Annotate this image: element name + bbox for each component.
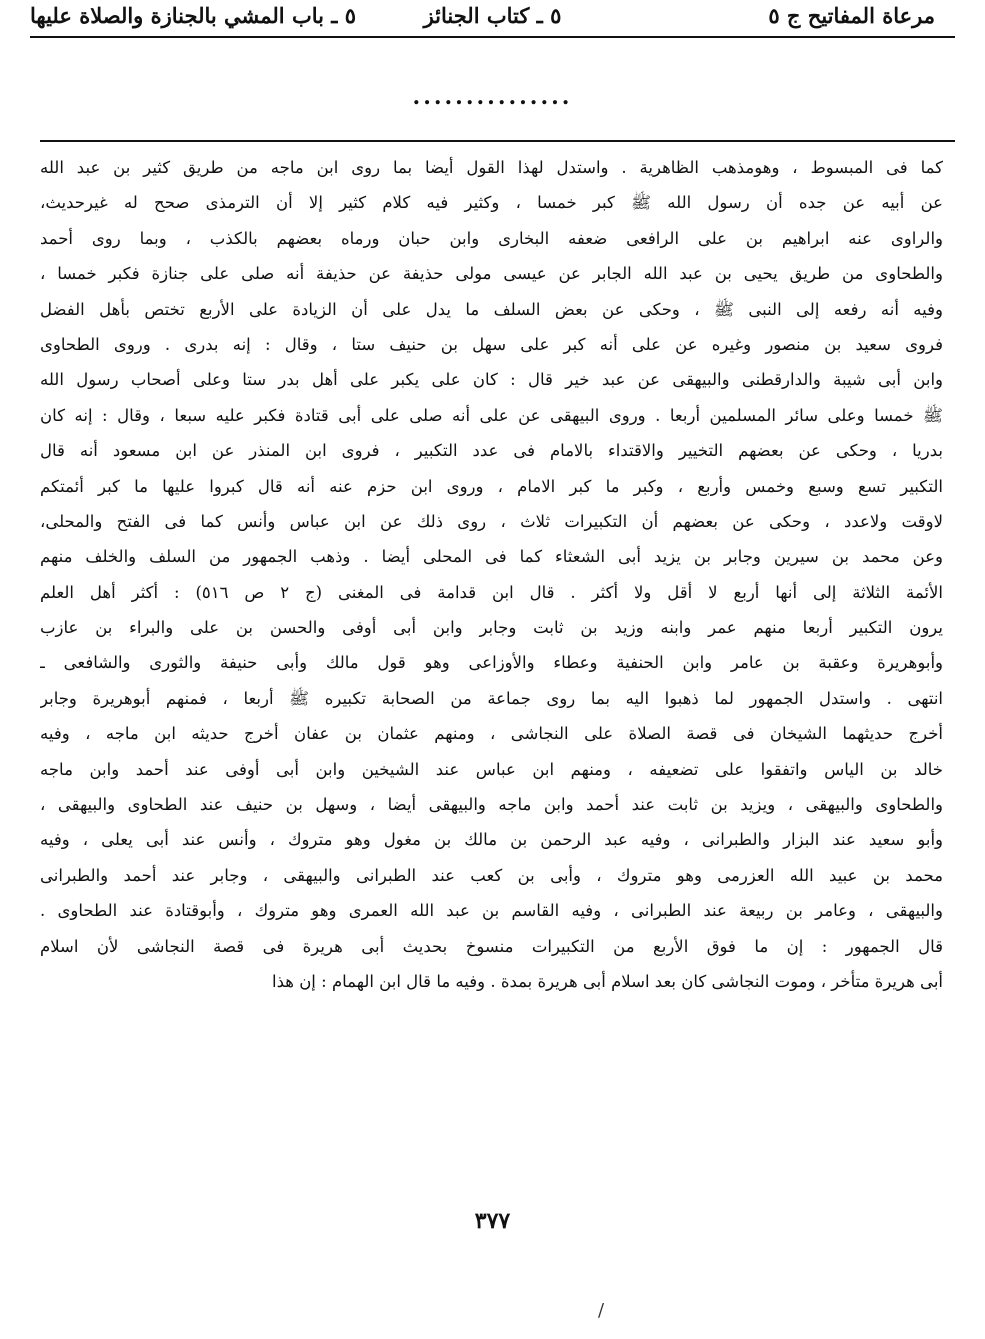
text-line: كما فى المبسوط ، وهومذهب الظاهرية . واستدل لهذا القول أيضا بما روى ابن ماجه من طريق كثير بن عبد الله (40, 158, 943, 177)
text-line: أبى هريرة متأخر ، وموت النجاشى كان بعد اسلام أبى هريرة بمدة . وفيه ما قال ابن الهمام : إن هذا (272, 971, 943, 991)
text-line: وأبو سعيد عند البزار والطبرانى ، وفيه عبد الرحمن بن مالك بن مغول وهو متروك ، وأنس عند أبى يعلى ، وفيه (40, 830, 943, 850)
text-line: وفيه أنه رفعه إلى النبى ﷺ ، وحكى عن بعض السلف ما يدل على أن الزيادة على الأربع تختص بأهل الفضل (40, 299, 943, 319)
text-line: والطحاوى والبيهقى ، ويزيد بن ثابت عند أحمد وابن ماجه والبيهقى أيضا ، وسهل بن حنيف عند الطحاوى والبيهقى ، (40, 795, 943, 815)
text-line: قال الجمهور : إن ما فوق الأربع من التكبيرات منسوخ بحديث أبى هريرة فى قصة النجاشى لأن اسلام (40, 936, 943, 956)
text-line: الأئمة الثلاثة إلى أنها أربع لا أقل ولا أكثر . قال ابن قدامة فى المغنى (ج ٢ ص ٥١٦) : أكثر أهل العلم (40, 582, 943, 602)
text-line: والطحاوى من طريق يحيى بن عبد الله الجابر عن عيسى مولى حذيفة عن حذيفة أنه صلى على جنازة فكبر خمسا ، (40, 264, 943, 284)
text-line: التكبير تسع وسبع وخمس وأربع ، وكبر ما كبر الامام ، وروى ابن حزم عنه أنه قال كبروا عليها ما كبر أئمتكم (40, 476, 943, 496)
text-line: ﷺ خمسا وعلى سائر المسلمين أربعا . وروى البيهقى عن على أنه صلى على أبى قتادة فكبر عليه سبعا ، وقال : إنه كان (40, 405, 943, 425)
text-line: فروى سعيد بن منصور وغيره عن على أنه كبر على سهل بن حنيف ستا ، وقال : إنه بدرى . وروى الطحاوى (40, 334, 943, 354)
text-line: وابن أبى شيبة والدارقطنى والبيهقى عن عبد خير قال : كان على يكبر على أهل بدر ستا وعلى أصحاب رسول الله (40, 370, 943, 390)
text-line: وأبوهريرة وعقبة بن عامر وابن الحنفية وعطاء والأوزاعى وهو قول مالك وأبى حنيفة والثورى والشافعى ـ (40, 653, 943, 673)
text-line: بدريا ، وحكى عن بعضهم التخيير والاقتداء بالامام فى عدد التكبير ، فروى ابن المنذر عن ابن مسعود أنه قال (40, 441, 943, 461)
text-line: يرون التكبير أربعا منهم عمر وابنه وزيد بن ثابت وجابر وابن أبى أوفى والحسن بن على والبراء بن عازب (40, 618, 943, 638)
page-number: ٣٧٧ (474, 1208, 511, 1234)
running-header (30, 0, 955, 38)
text-line: أخرج حديثهما الشيخان فى قصة الصلاة على النجاشى ، ومنهم عثمان بن عفان أخرج حديثه ابن ماجه ، وفيه (40, 724, 943, 744)
text-line: عن أبيه عن جده أن رسول الله ﷺ كبر خمسا ، وكثير فيه كلام كثير إلا أن الترمذى صحح له غيرحديث، (40, 193, 943, 213)
text-line: انتهى . واستدل الجمهور لما ذهبوا اليه بما روى جماعة من الصحابة تكبيره ﷺ أربعا ، فمنهم أبوهريرة وجابر (40, 688, 943, 708)
header-chapter-title: ٥ ـ كتاب الجنائز (423, 3, 562, 28)
body-text (40, 150, 943, 999)
text-line: وعن محمد بن سيرين وجابر بن يزيد أبى الشعثاء كما فى المحلى أيضا . وذهب الجمهور من السلف والخلف منهم (40, 547, 943, 567)
separator-dots: ............... (412, 84, 573, 110)
header-book-title: مرعاة المفاتيح ج ٥ (768, 3, 935, 28)
text-line: خالد بن الياس واتفقوا على تضعيفه ، ومنهم ابن عباس عند الشيخين وابن أبى أوفى عند أحمد وابن ماجه (40, 759, 943, 779)
text-line: والبيهقى ، وعامر بن ربيعة عند الطبرانى ، وفيه القاسم بن عبد الله العمرى وهو متروك ، وأبوقتادة عند الطحاوى . (40, 901, 943, 921)
stray-mark: / (598, 1300, 605, 1321)
text-line: لاوقت ولاعدد ، وحكى عن بعضهم أن التكبيرات ثلاث ، روى ذلك عن ابن عباس وأنس كما فى الفتح والمحلى، (40, 511, 943, 531)
horizontal-rule (40, 140, 955, 142)
header-section-title: ٥ ـ باب المشي بالجنازة والصلاة عليها (30, 3, 357, 28)
text-line: والراوى عنه ابراهيم بن على الرافعى ضعفه البخارى وابن حبان ورماه بعضهم بالكذب ، وبما روى أحمد (40, 228, 943, 248)
text-line: محمد بن عبيد الله العزرمى وهو متروك ، وأبى بن كعب عند الطبرانى والبيهقى ، وجابر عند أحمد والطبرانى (40, 865, 943, 885)
